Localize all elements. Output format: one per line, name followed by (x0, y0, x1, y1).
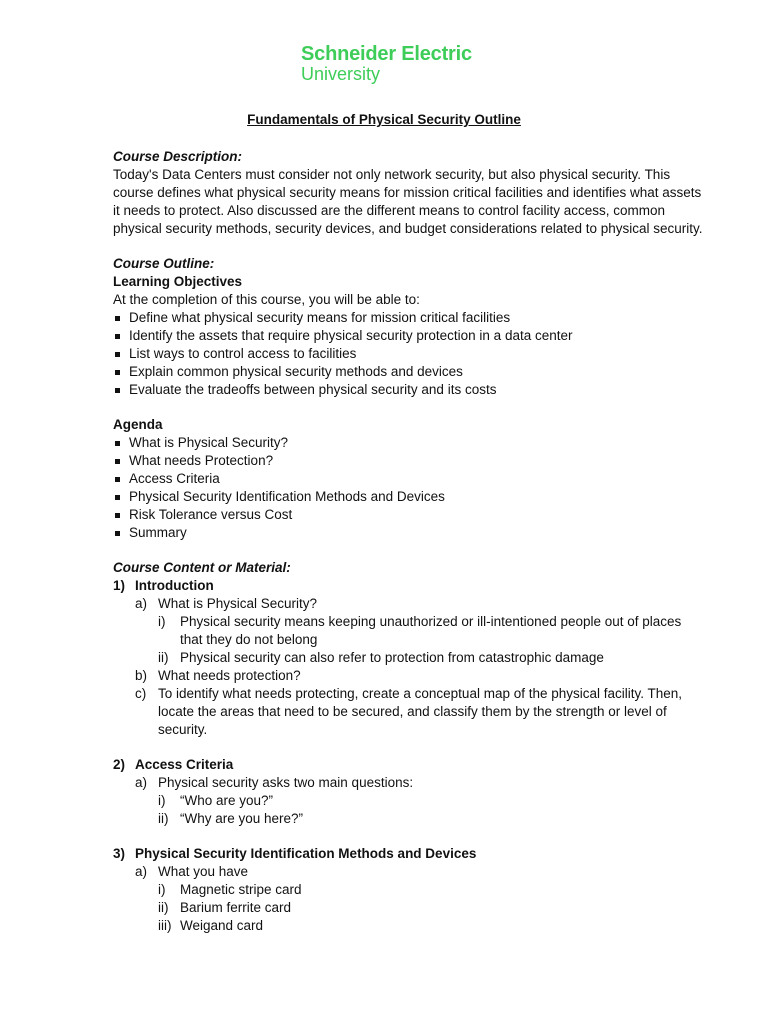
document-title: Fundamentals of Physical Security Outline (247, 112, 521, 127)
objective-item: Define what physical security means for mission critical facilities (113, 309, 658, 327)
description-line: physical security methods, security devices, and budget considerations related to physical security. (113, 221, 703, 236)
course-description-heading: Course Description: (113, 149, 243, 164)
outline-subitem (113, 917, 658, 935)
learning-objectives-heading: Learning Objectives (113, 274, 243, 289)
item-text: What you have (158, 864, 249, 879)
course-content-heading: Course Content or Material: (113, 560, 291, 575)
item-text: Physical security can also refer to protection from catastrophic damage (180, 650, 604, 665)
item-marker: a) (135, 864, 148, 879)
outline-item (113, 595, 658, 613)
item-marker: i) (158, 793, 166, 808)
outline-item (113, 774, 658, 792)
outline-item-continuation: locate the areas that need to be secured, and classify them by the strength or level of (158, 704, 667, 719)
objective-item: Identify the assets that require physical security protection in a data center (113, 327, 658, 345)
agenda-item: Physical Security Identification Methods and Devices (113, 488, 658, 506)
item-marker: ii) (158, 650, 169, 665)
agenda-item: Access Criteria (113, 470, 658, 488)
agenda-item: What is Physical Security? (113, 434, 658, 452)
item-text: “Why are you here?” (180, 811, 304, 826)
section-number: 1) (113, 578, 126, 593)
item-text: Barium ferrite card (180, 900, 292, 915)
section-number: 2) (113, 757, 126, 772)
section-title: Physical Security Identification Methods and Devices (135, 846, 477, 861)
item-text: What is Physical Security? (158, 596, 318, 611)
item-marker: b) (135, 668, 148, 683)
item-text: What needs protection? (158, 668, 301, 683)
objectives-intro: At the completion of this course, you will be able to: (113, 292, 420, 307)
logo (301, 44, 472, 83)
description-line: it needs to protect. Also discussed are the different means to control facility access, common (113, 203, 666, 218)
outline-item (113, 667, 658, 685)
section-title: Access Criteria (135, 757, 234, 772)
item-text: To identify what needs protecting, create a conceptual map of the physical facility. Then, (158, 686, 683, 701)
section-title: Introduction (135, 578, 214, 593)
agenda-item: Summary (113, 524, 658, 542)
objective-item: Explain common physical security methods and devices (113, 363, 658, 381)
item-text: Magnetic stripe card (180, 882, 302, 897)
outline-item (113, 863, 658, 881)
item-marker: a) (135, 775, 148, 790)
outline-subitem (113, 899, 658, 917)
outline-subitem (113, 649, 658, 667)
outline-subitem (113, 810, 658, 828)
agenda-heading: Agenda (113, 417, 163, 432)
section-heading (113, 845, 658, 863)
agenda-item: Risk Tolerance versus Cost (113, 506, 658, 524)
item-marker: i) (158, 614, 166, 629)
item-text: Physical security asks two main questions: (158, 775, 414, 790)
objective-item: Evaluate the tradeoffs between physical security and its costs (113, 381, 658, 399)
logo-line2: University (301, 64, 381, 84)
description-line: course defines what physical security means for mission critical facilities and identifies what assets (113, 185, 702, 200)
outline-subitem-continuation: that they do not belong (180, 632, 318, 647)
item-marker: i) (158, 882, 166, 897)
description-line: Today's Data Centers must consider not only network security, but also physical security. This (113, 167, 671, 182)
item-text: “Who are you?” (180, 793, 274, 808)
item-text: Physical security means keeping unauthorized or ill-intentioned people out of places (180, 614, 682, 629)
item-marker: iii) (158, 918, 172, 933)
item-marker: ii) (158, 900, 169, 915)
document-body (113, 148, 703, 935)
item-marker: ii) (158, 811, 169, 826)
logo-line1: Schneider Electric (301, 43, 472, 65)
section-number: 3) (113, 846, 126, 861)
outline-subitem (113, 613, 682, 631)
agenda-item: What needs Protection? (113, 452, 658, 470)
outline-item (113, 685, 683, 703)
item-text: Weigand card (180, 918, 264, 933)
section-heading (113, 756, 658, 774)
outline-subitem (113, 792, 658, 810)
outline-subitem (113, 881, 658, 899)
item-marker: c) (135, 686, 147, 701)
course-outline-heading: Course Outline: (113, 256, 215, 271)
item-marker: a) (135, 596, 148, 611)
outline-item-continuation: security. (158, 722, 208, 737)
section-heading (113, 577, 658, 595)
objective-item: List ways to control access to facilities (113, 345, 658, 363)
